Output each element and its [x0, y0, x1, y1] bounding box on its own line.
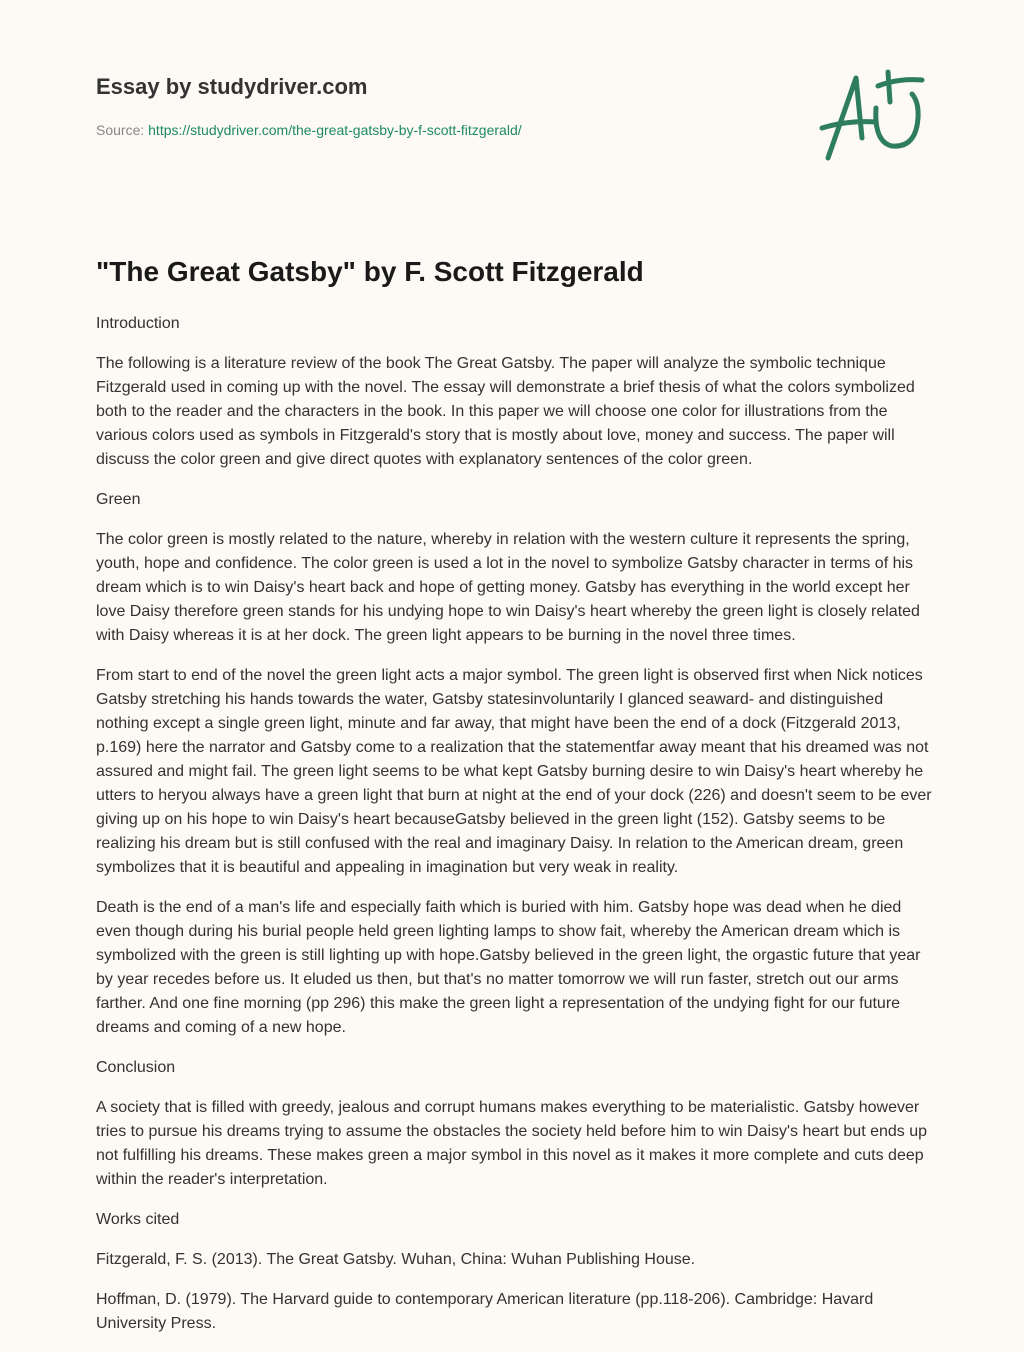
source-link[interactable]: https://studydriver.com/the-great-gatsby-by-f-scott-fitzgerald/ — [148, 122, 522, 138]
essay-title: "The Great Gatsby" by F. Scott Fitzgerald — [96, 256, 644, 287]
source-line — [96, 122, 522, 138]
section-heading-green: Green — [96, 491, 141, 508]
site-title: Essay by studydriver.com — [96, 74, 368, 99]
paragraph: A society that is filled with greedy, jealous and corrupt humans makes everything to be materialistic. Gatsby however tries to pursue his dreams trying to assume the obstacles the society held before him to win Daisy's heart but ends up not fulfilling his dreams. These makes green a major symbol in this novel as it makes it more complete and cuts deep within the reader's interpretation. — [96, 1099, 928, 1188]
paragraph: The following is a literature review of the book The Great Gatsby. The paper will analyze the symbolic technique Fitzgerald used in coming up with the novel. The essay will demonstrate a brief thesis of what the colors symbolized both to the reader and the characters in the book. In this paper we will choose one color for illustrations from the various colors used as symbols in Fitzgerald's story that is mostly about love, money and success. The paper will discuss the color green and give direct quotes with explanatory sentences of the color green. — [96, 355, 915, 468]
paragraph: Death is the end of a man's life and especially faith which is buried with him. Gatsby hope was dead when he died even though during his burial people held green lighting lamps to show fait, whereby the American dream which is symbolized with the green is still lighting up with hope.Gatsby believed in the green light, the orgastic future that year by year recedes before us. It eluded us then, but that's no matter tomorrow we will run faster, stretch out our arms farther. And one fine morning (pp 296) this make the green light a representation of the undying fight for our future dreams and coming of a new hope. — [96, 899, 921, 1036]
section-heading-conclusion: Conclusion — [96, 1059, 176, 1076]
source-label: Source: — [96, 122, 145, 138]
citation: Hoffman, D. (1979). The Harvard guide to contemporary American literature (pp.118-206). Cambridge: Havard University Press. — [96, 1291, 874, 1332]
paragraph: The color green is mostly related to the nature, whereby in relation with the western culture it represents the spring, youth, hope and confidence. The color green is used a lot in the novel to symbolize Gatsby character in terms of his dream which is to win Daisy's heart back and hope of getting money. Gatsby has everything in the world except her love Daisy therefore green stands for his undying hope to win Daisy's heart whereby the green light is closely related with Daisy whereas it is at her dock. The green light appears to be burning in the novel three times. — [96, 531, 920, 644]
a-plus-logo-icon — [818, 68, 928, 164]
citation: Fitzgerald, F. S. (2013). The Great Gatsby. Wuhan, China: Wuhan Publishing House. — [96, 1251, 696, 1268]
paragraph: From start to end of the novel the green light acts a major symbol. The green light is observed first when Nick notices Gatsby stretching his hands towards the water, Gatsby statesinvoluntarily I glanced seaward- and distinguished nothing except a single green light, minute and far away, that might have been the end of a dock (Fitzgerald 2013, p.169) here the narrator and Gatsby come to a realization that the statementfar away meant that his dreamed was not assured and might fail. The green light seems to be what kept Gatsby burning desire to win Daisy's heart whereby he utters to heryou always have a green light that burn at night at the end of your dock (226) and doesn't seem to be ever giving up on his hope to win Daisy's heart becauseGatsby believed in the green light (152). Gatsby seems to be realizing his dream but is still confused with the real and imaginary Daisy. In relation to the American dream, green symbolizes that it is beautiful and appealing in imagination but very weak in reality. — [96, 667, 932, 876]
section-heading-works-cited: Works cited — [96, 1211, 180, 1228]
section-heading-introduction: Introduction — [96, 315, 180, 332]
essay-content — [96, 254, 932, 1352]
